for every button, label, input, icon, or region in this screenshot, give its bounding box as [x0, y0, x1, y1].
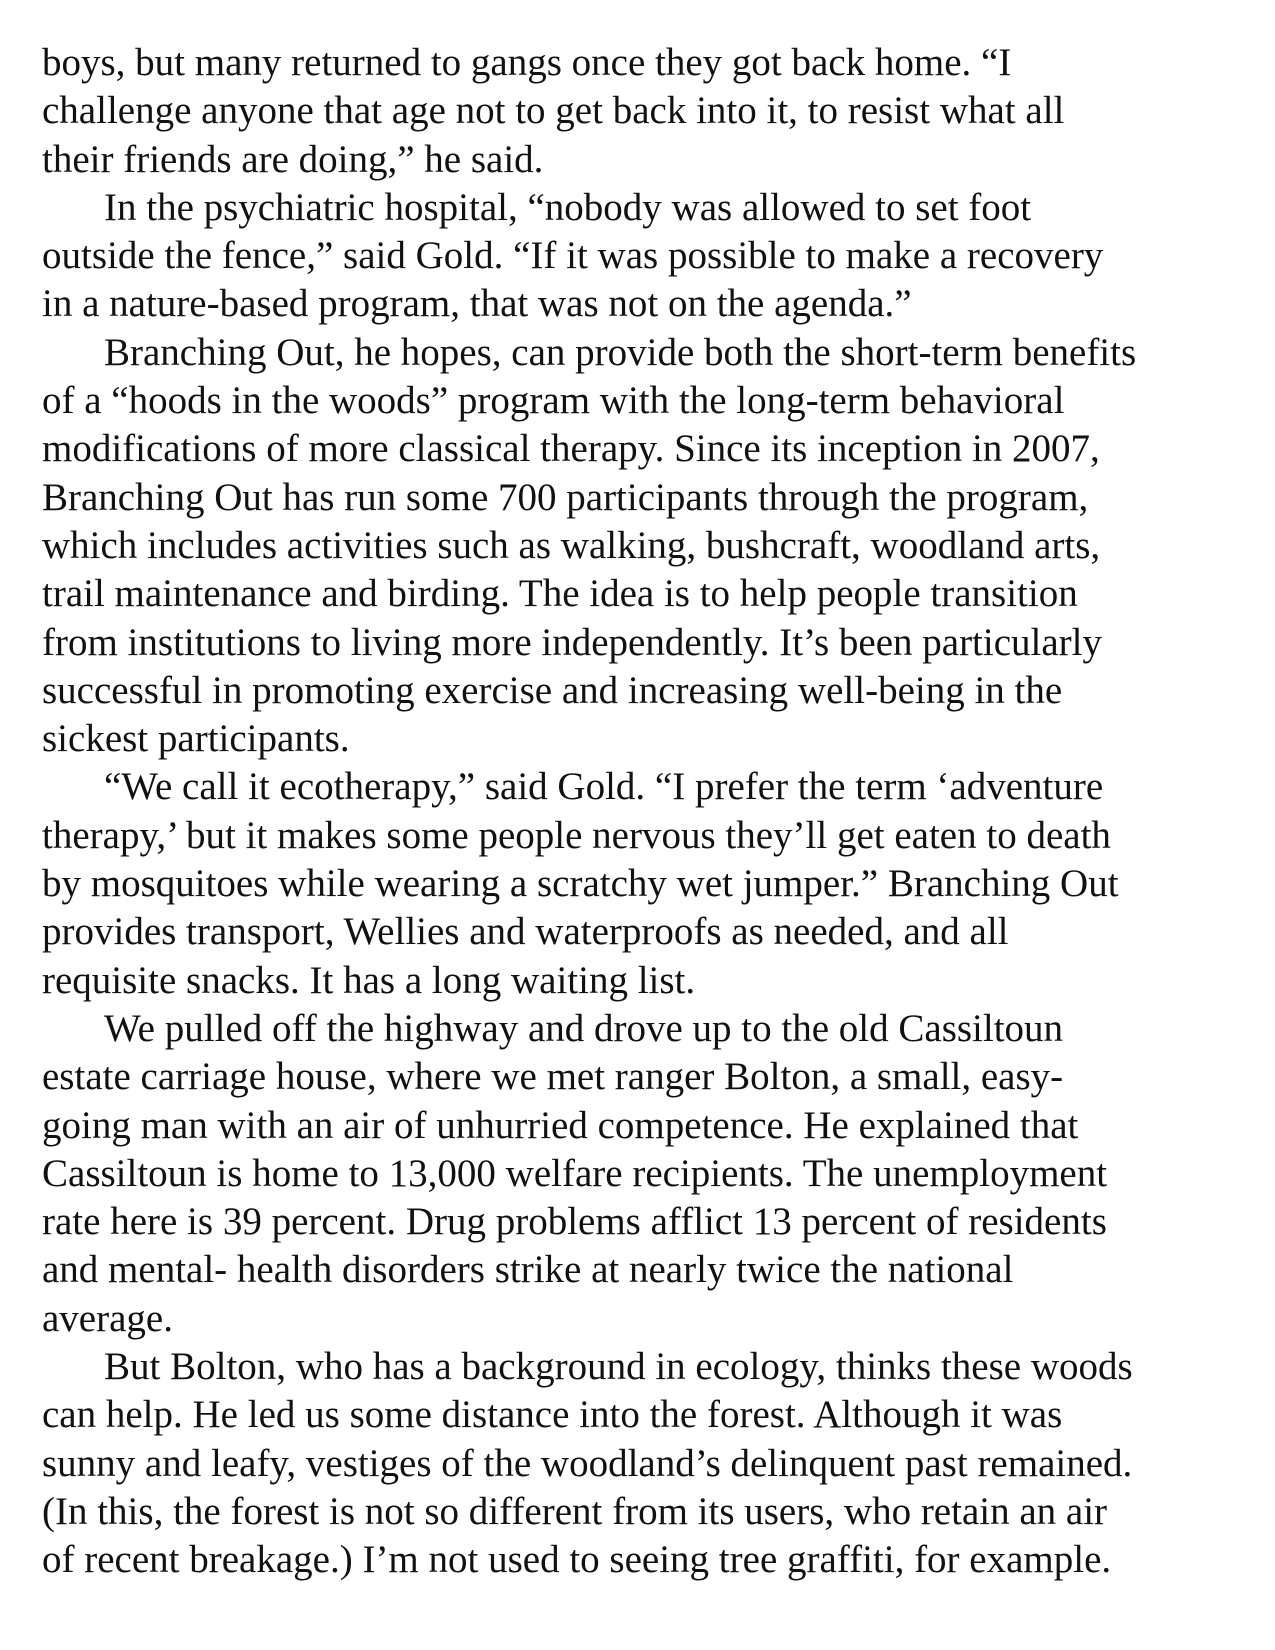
text-line: (In this, the forest is not so different from its users, who retain an air	[42, 1489, 1108, 1533]
text-line: rate here is 39 percent. Drug problems afflict 13 percent of residents	[42, 1200, 1107, 1244]
text-line: from institutions to living more independently. It’s been particularly	[42, 620, 1103, 664]
text-line: and mental- health disorders strike at nearly twice the national	[42, 1248, 1014, 1292]
text-line: provides transport, Wellies and waterproofs as needed, and all	[42, 910, 1009, 954]
paragraph-first-line: But Bolton, who has a background in ecology, thinks these woods	[104, 1345, 1133, 1389]
text-line: estate carriage house, where we met ranger Bolton, a small, easy-	[42, 1055, 1064, 1099]
text-line: modifications of more classical therapy. Since its inception in 2007,	[42, 427, 1100, 471]
text-line: outside the fence,” said Gold. “If it was possible to make a recovery	[42, 234, 1104, 278]
text-line: successful in promoting exercise and increasing well-being in the	[42, 668, 1063, 712]
paragraph-first-line: In the psychiatric hospital, “nobody was allowed to set foot	[104, 185, 1032, 229]
text-line: requisite snacks. It has a long waiting list.	[42, 958, 696, 1002]
text-line: Branching Out has run some 700 participants through the program,	[42, 475, 1089, 519]
text-line: Cassiltoun is home to 13,000 welfare recipients. The unemployment	[42, 1151, 1108, 1195]
paragraph-first-line: Branching Out, he hopes, can provide both the short-term benefits	[104, 330, 1137, 374]
text-line: by mosquitoes while wearing a scratchy wet jumper.” Branching Out	[42, 862, 1119, 906]
paragraph-first-line: “We call it ecotherapy,” said Gold. “I prefer the term ‘adventure	[104, 765, 1104, 809]
text-line: their friends are doing,” he said.	[42, 137, 544, 181]
text-line: sickest participants.	[42, 717, 350, 761]
text-line: therapy,’ but it makes some people nervous they’ll get eaten to death	[42, 813, 1111, 857]
body-text	[42, 39, 1262, 1585]
text-line: challenge anyone that age not to get back into it, to resist what all	[42, 89, 1065, 133]
text-line: boys, but many returned to gangs once they got back home. “I	[42, 41, 1012, 84]
text-line: sunny and leafy, vestiges of the woodland’s delinquent past remained.	[42, 1441, 1133, 1485]
text-line: going man with an air of unhurried competence. He explained that	[42, 1103, 1079, 1147]
text-line: which includes activities such as walking, bushcraft, woodland arts,	[42, 523, 1101, 567]
text-line: trail maintenance and birding. The idea is to help people transition	[42, 572, 1078, 616]
text-line: in a nature-based program, that was not on the agenda.”	[42, 282, 912, 326]
text-line: can help. He led us some distance into the forest. Although it was	[42, 1393, 1063, 1437]
text-line: average.	[42, 1296, 173, 1340]
text-line: of recent breakage.) I’m not used to seeing tree graffiti, for example.	[42, 1538, 1112, 1582]
text-line: of a “hoods in the woods” program with the long-term behavioral	[42, 379, 1065, 423]
paragraph-first-line: We pulled off the highway and drove up to the old Cassiltoun	[104, 1006, 1064, 1050]
